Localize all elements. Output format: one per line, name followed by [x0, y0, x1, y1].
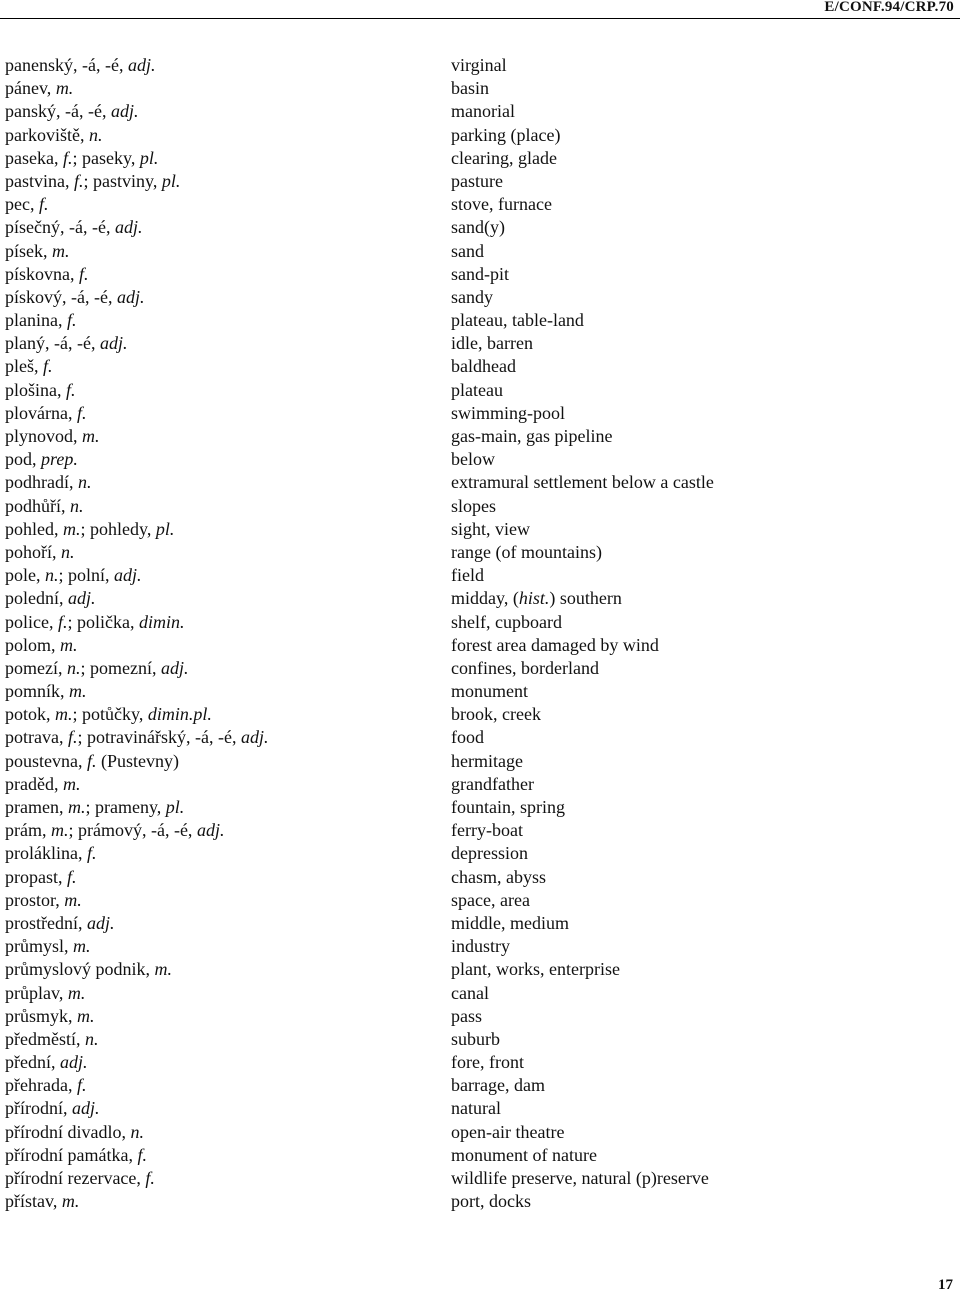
term-text: průmysl, [5, 936, 74, 957]
grammar-label: f. [43, 356, 53, 377]
glossary-entry [0, 1097, 960, 1120]
grammar-label: pl. [165, 797, 185, 817]
czech-term [5, 889, 456, 912]
term-text: ; polička, [67, 611, 139, 632]
term-text: předměstí, [5, 1028, 85, 1049]
czech-term [5, 379, 456, 402]
czech-term [5, 332, 456, 355]
grammar-label: f. [57, 611, 68, 632]
english-translation: sand-pit [451, 263, 509, 284]
czech-term [5, 170, 456, 193]
english-translation: suburb [451, 1028, 500, 1049]
czech-term [5, 703, 456, 726]
english-translation: confines, borderland [451, 657, 599, 678]
czech-term [5, 263, 456, 286]
grammar-label: m. [77, 1005, 95, 1026]
translation-text: midday, ( [451, 588, 519, 609]
glossary-entry [0, 332, 960, 355]
czech-term [5, 309, 456, 332]
glossary-entry [0, 912, 960, 935]
term-text: plošina, [5, 379, 66, 400]
english-translation: slopes [451, 495, 496, 516]
grammar-label: m. [69, 681, 87, 702]
english-translation: gas-main, gas pipeline [451, 426, 613, 446]
english-translation: barrage, dam [451, 1075, 545, 1096]
term-text: průsmyk, [5, 1005, 77, 1026]
czech-term [5, 1121, 456, 1144]
term-text: potrava, [5, 727, 68, 748]
glossary-entry [0, 518, 960, 541]
glossary-entry [0, 1051, 960, 1074]
grammar-label: f. [76, 1075, 87, 1096]
grammar-label: n. [84, 1028, 99, 1049]
english-translation [451, 587, 951, 610]
grammar-label: pl. [155, 518, 175, 539]
english-translation: sandy [451, 286, 493, 307]
grammar-label: m. [64, 889, 82, 910]
english-translation: sight, view [451, 518, 530, 539]
english-translation: monument of nature [451, 1144, 597, 1165]
glossary-entry [0, 309, 960, 332]
term-text: průplav, [5, 982, 68, 1003]
term-text: plovárna, [5, 402, 77, 423]
czech-term [5, 541, 456, 564]
english-translation: field [451, 565, 484, 586]
czech-term [5, 402, 456, 425]
glossary-entry [0, 355, 960, 378]
glossary-entry [0, 402, 960, 425]
term-text: písek, [5, 240, 52, 261]
term-text: paseka, [5, 147, 63, 168]
english-translation: monument [451, 681, 528, 702]
english-translation: plant, works, enterprise [451, 959, 620, 980]
glossary-entry [0, 958, 960, 981]
english-translation: range (of mountains) [451, 541, 602, 562]
grammar-label: adj. [72, 1098, 100, 1119]
grammar-label: adj. [116, 286, 145, 307]
czech-term [5, 958, 456, 981]
czech-term [5, 680, 456, 703]
czech-term [5, 54, 456, 77]
czech-term [5, 147, 456, 170]
grammar-label: f. [76, 402, 87, 423]
glossary-entry [0, 170, 960, 193]
term-text: pec, [5, 194, 39, 215]
english-translation: hermitage [451, 750, 523, 771]
term-text: pomezí, [5, 657, 67, 678]
czech-term [5, 1144, 456, 1167]
term-text: ; prámový, -á, -é, [68, 820, 197, 841]
english-translation: virginal [451, 55, 507, 75]
glossary-entry [0, 773, 960, 796]
grammar-label: m. [55, 704, 73, 725]
grammar-label: n. [61, 541, 75, 562]
grammar-label: f. [145, 1168, 155, 1188]
grammar-label: f. [66, 379, 76, 400]
glossary-entry [0, 1074, 960, 1097]
term-text: pohoří, [5, 541, 61, 562]
czech-term [5, 240, 456, 263]
czech-term [5, 819, 456, 842]
glossary-entry [0, 1005, 960, 1028]
english-translation: plateau, table-land [451, 310, 584, 331]
grammar-label: n. [130, 1121, 144, 1142]
document-symbol: E/CONF.94/CRP.70 [824, 0, 954, 15]
term-text: ; prameny, [85, 797, 166, 817]
czech-term [5, 518, 456, 541]
english-translation: swimming-pool [451, 402, 566, 423]
glossary-entry [0, 587, 960, 610]
glossary-list [0, 54, 960, 1213]
grammar-label: n. [77, 472, 92, 493]
term-text: prostřední, [5, 912, 87, 933]
term-text: podhradí, [5, 472, 78, 493]
english-translation: fountain, spring [451, 797, 565, 817]
czech-term [5, 657, 456, 680]
term-text: prostor, [5, 889, 65, 910]
term-text: proláklina, [5, 843, 87, 864]
glossary-entry [0, 54, 960, 77]
english-translation: canal [451, 982, 489, 1003]
glossary-entry [0, 100, 960, 123]
english-translation: parking (place) [451, 124, 561, 145]
english-translation: industry [451, 936, 511, 957]
czech-term [5, 982, 456, 1005]
grammar-label: m. [63, 518, 81, 539]
czech-term [5, 935, 456, 958]
term-text: polom, [5, 634, 61, 655]
term-text: propast, [5, 866, 67, 887]
grammar-label: adj. [99, 333, 128, 354]
czech-term [5, 1005, 456, 1028]
term-text: ; potůčky, [72, 704, 148, 725]
english-translation: depression [451, 843, 528, 864]
czech-term [5, 1074, 456, 1097]
grammar-label: f. [137, 1144, 147, 1165]
grammar-label: hist. [518, 588, 550, 609]
glossary-entry [0, 842, 960, 865]
czech-term [5, 1028, 456, 1051]
glossary-entry [0, 77, 960, 100]
glossary-entry [0, 703, 960, 726]
term-text: pod, [5, 449, 41, 470]
glossary-entry [0, 750, 960, 773]
grammar-label: adj. [59, 1052, 88, 1073]
czech-term [5, 912, 456, 935]
english-translation: ferry-boat [451, 820, 523, 841]
term-text: panenský, -á, -é, [5, 55, 128, 75]
czech-term [5, 124, 456, 147]
term-text: pastvina, [5, 170, 74, 191]
glossary-entry [0, 124, 960, 147]
term-text: potok, [5, 704, 56, 725]
term-text: plynovod, [5, 426, 83, 446]
czech-term [5, 634, 456, 657]
english-translation: chasm, abyss [451, 866, 546, 887]
czech-term [5, 77, 456, 100]
grammar-label: adj. [114, 565, 142, 586]
term-text: planý, -á, -é, [5, 333, 100, 354]
grammar-label: n. [88, 124, 103, 145]
glossary-entry [0, 286, 960, 309]
english-translation: forest area damaged by wind [451, 634, 659, 655]
english-translation: baldhead [451, 356, 516, 377]
glossary-entry [0, 216, 960, 239]
glossary-entry [0, 1028, 960, 1051]
glossary-entry [0, 495, 960, 518]
grammar-label: m. [67, 982, 86, 1003]
term-text: průmyslový podnik, [5, 959, 155, 980]
grammar-label: dimin.pl. [147, 704, 212, 725]
glossary-entry [0, 471, 960, 494]
english-translation: sand [451, 240, 484, 261]
english-translation: pass [451, 1005, 482, 1026]
translation-text: ) southern [549, 588, 622, 609]
grammar-label: m. [60, 634, 78, 655]
english-translation: sand(y) [451, 217, 505, 238]
glossary-entry [0, 541, 960, 564]
czech-term [5, 866, 456, 889]
grammar-label: n. [45, 565, 59, 586]
grammar-label: f. [38, 194, 49, 215]
english-translation: basin [451, 78, 489, 99]
glossary-entry [0, 193, 960, 216]
glossary-entry [0, 263, 960, 286]
term-text: pískový, -á, -é, [5, 286, 117, 307]
term-text: přírodní, [5, 1098, 72, 1119]
czech-term [5, 773, 456, 796]
term-text: pramen, [5, 797, 68, 817]
glossary-entry [0, 425, 960, 448]
term-text: parkoviště, [5, 124, 89, 145]
grammar-label: f. [67, 866, 77, 887]
glossary-entry [0, 240, 960, 263]
grammar-label: m. [73, 936, 91, 957]
term-text: pleš, [5, 356, 43, 377]
grammar-label: adj. [196, 820, 225, 841]
grammar-label: prep. [41, 449, 78, 470]
term-text: pohled, [5, 518, 63, 539]
english-translation: open-air theatre [451, 1121, 565, 1142]
grammar-label: adj. [160, 657, 189, 678]
term-text: ; pomezní, [80, 657, 161, 678]
grammar-label: f. [74, 170, 84, 191]
term-text: ; polní, [58, 565, 115, 586]
grammar-label: f. [66, 310, 77, 331]
grammar-label: f. [86, 843, 97, 864]
grammar-label: f. [79, 263, 89, 284]
grammar-label: m. [50, 820, 69, 841]
glossary-entry [0, 634, 960, 657]
english-translation: wildlife preserve, natural (p)reserve [451, 1168, 709, 1188]
grammar-label: m. [61, 1191, 80, 1212]
term-text: přední, [5, 1052, 60, 1073]
term-text: planina, [5, 310, 67, 331]
english-translation: space, area [451, 889, 530, 910]
term-text: panský, -á, -é, [5, 101, 111, 122]
grammar-label: adj. [240, 727, 269, 748]
grammar-label: m. [82, 426, 100, 446]
term-text: praděd, [5, 773, 63, 794]
glossary-entry [0, 564, 960, 587]
grammar-label: adj. [127, 55, 156, 75]
term-text: přírodní divadlo, [5, 1121, 131, 1142]
czech-term [5, 448, 456, 471]
english-translation: plateau [451, 379, 503, 400]
czech-term [5, 796, 456, 819]
english-translation: below [451, 449, 495, 470]
czech-term [5, 1097, 456, 1120]
glossary-entry [0, 448, 960, 471]
czech-term [5, 1167, 456, 1190]
header-rule [0, 18, 960, 19]
czech-term [5, 100, 456, 123]
grammar-label: dimin. [138, 611, 185, 632]
grammar-label: n. [70, 495, 84, 516]
glossary-entry [0, 866, 960, 889]
glossary-entry [0, 379, 960, 402]
term-text: písečný, -á, -é, [5, 217, 115, 238]
grammar-label: m. [67, 797, 86, 817]
glossary-entry [0, 1144, 960, 1167]
grammar-label: adj. [86, 912, 115, 933]
grammar-label: adj. [114, 217, 143, 238]
glossary-entry [0, 982, 960, 1005]
term-text: přírodní památka, [5, 1144, 138, 1165]
czech-term [5, 750, 456, 773]
english-translation: fore, front [451, 1052, 524, 1073]
glossary-entry [0, 726, 960, 749]
glossary-entry [0, 1190, 960, 1213]
grammar-label: m. [62, 773, 81, 794]
czech-term [5, 355, 456, 378]
english-translation: extramural settlement below a castle [451, 472, 714, 493]
grammar-label: f. [62, 147, 73, 168]
czech-term [5, 726, 456, 749]
czech-term [5, 564, 456, 587]
english-translation: shelf, cupboard [451, 611, 562, 632]
glossary-entry [0, 1167, 960, 1190]
term-text: polední, [5, 588, 68, 609]
grammar-label: m. [55, 78, 74, 99]
term-text: ; potravinářský, -á, -é, [77, 727, 241, 748]
term-text: přírodní rezervace, [5, 1168, 146, 1188]
term-text: poustevna, [5, 750, 87, 771]
czech-term [5, 471, 456, 494]
czech-term [5, 1190, 456, 1213]
english-translation: clearing, glade [451, 147, 557, 168]
english-translation: stove, furnace [451, 194, 552, 215]
term-text: ; pohledy, [80, 518, 156, 539]
english-translation: port, docks [451, 1191, 531, 1212]
grammar-label: adj. [110, 101, 139, 122]
term-text: pomník, [5, 681, 70, 702]
term-text: ; paseky, [72, 147, 140, 168]
term-text: pískovna, [5, 263, 79, 284]
glossary-entry [0, 1121, 960, 1144]
grammar-label: adj. [68, 588, 96, 609]
czech-term [5, 193, 456, 216]
term-text: (Pustevny) [96, 750, 179, 771]
english-translation: pasture [451, 170, 503, 191]
czech-term [5, 425, 456, 448]
grammar-label: f. [67, 727, 78, 748]
glossary-entry [0, 611, 960, 634]
glossary-entry [0, 889, 960, 912]
czech-term [5, 1051, 456, 1074]
english-translation: food [451, 727, 484, 748]
czech-term [5, 587, 456, 610]
english-translation: idle, barren [451, 333, 533, 354]
term-text: police, [5, 611, 58, 632]
glossary-entry [0, 796, 960, 819]
glossary-entry [0, 680, 960, 703]
grammar-label: pl. [139, 147, 159, 168]
english-translation: brook, creek [451, 704, 541, 725]
grammar-label: f. [86, 750, 97, 771]
grammar-label: m. [52, 240, 70, 261]
grammar-label: m. [154, 959, 173, 980]
czech-term [5, 216, 456, 239]
term-text: přehrada, [5, 1075, 77, 1096]
term-text: pánev, [5, 78, 56, 99]
term-text: pole, [5, 565, 45, 586]
glossary-entry [0, 657, 960, 680]
page-number: 17 [938, 1277, 953, 1293]
glossary-entry [0, 935, 960, 958]
glossary-entry [0, 819, 960, 842]
term-text: podhůří, [5, 495, 70, 516]
english-translation: manorial [451, 101, 515, 122]
czech-term [5, 842, 456, 865]
term-text: přístav, [5, 1191, 62, 1212]
czech-term [5, 286, 456, 309]
term-text: prám, [5, 820, 51, 841]
grammar-label: n. [66, 657, 81, 678]
czech-term [5, 495, 456, 518]
english-translation: middle, medium [451, 912, 569, 933]
english-translation: natural [451, 1098, 501, 1119]
english-translation: grandfather [451, 773, 534, 794]
term-text: ; pastviny, [83, 170, 162, 191]
czech-term [5, 611, 456, 634]
glossary-entry [0, 147, 960, 170]
grammar-label: pl. [161, 170, 181, 191]
